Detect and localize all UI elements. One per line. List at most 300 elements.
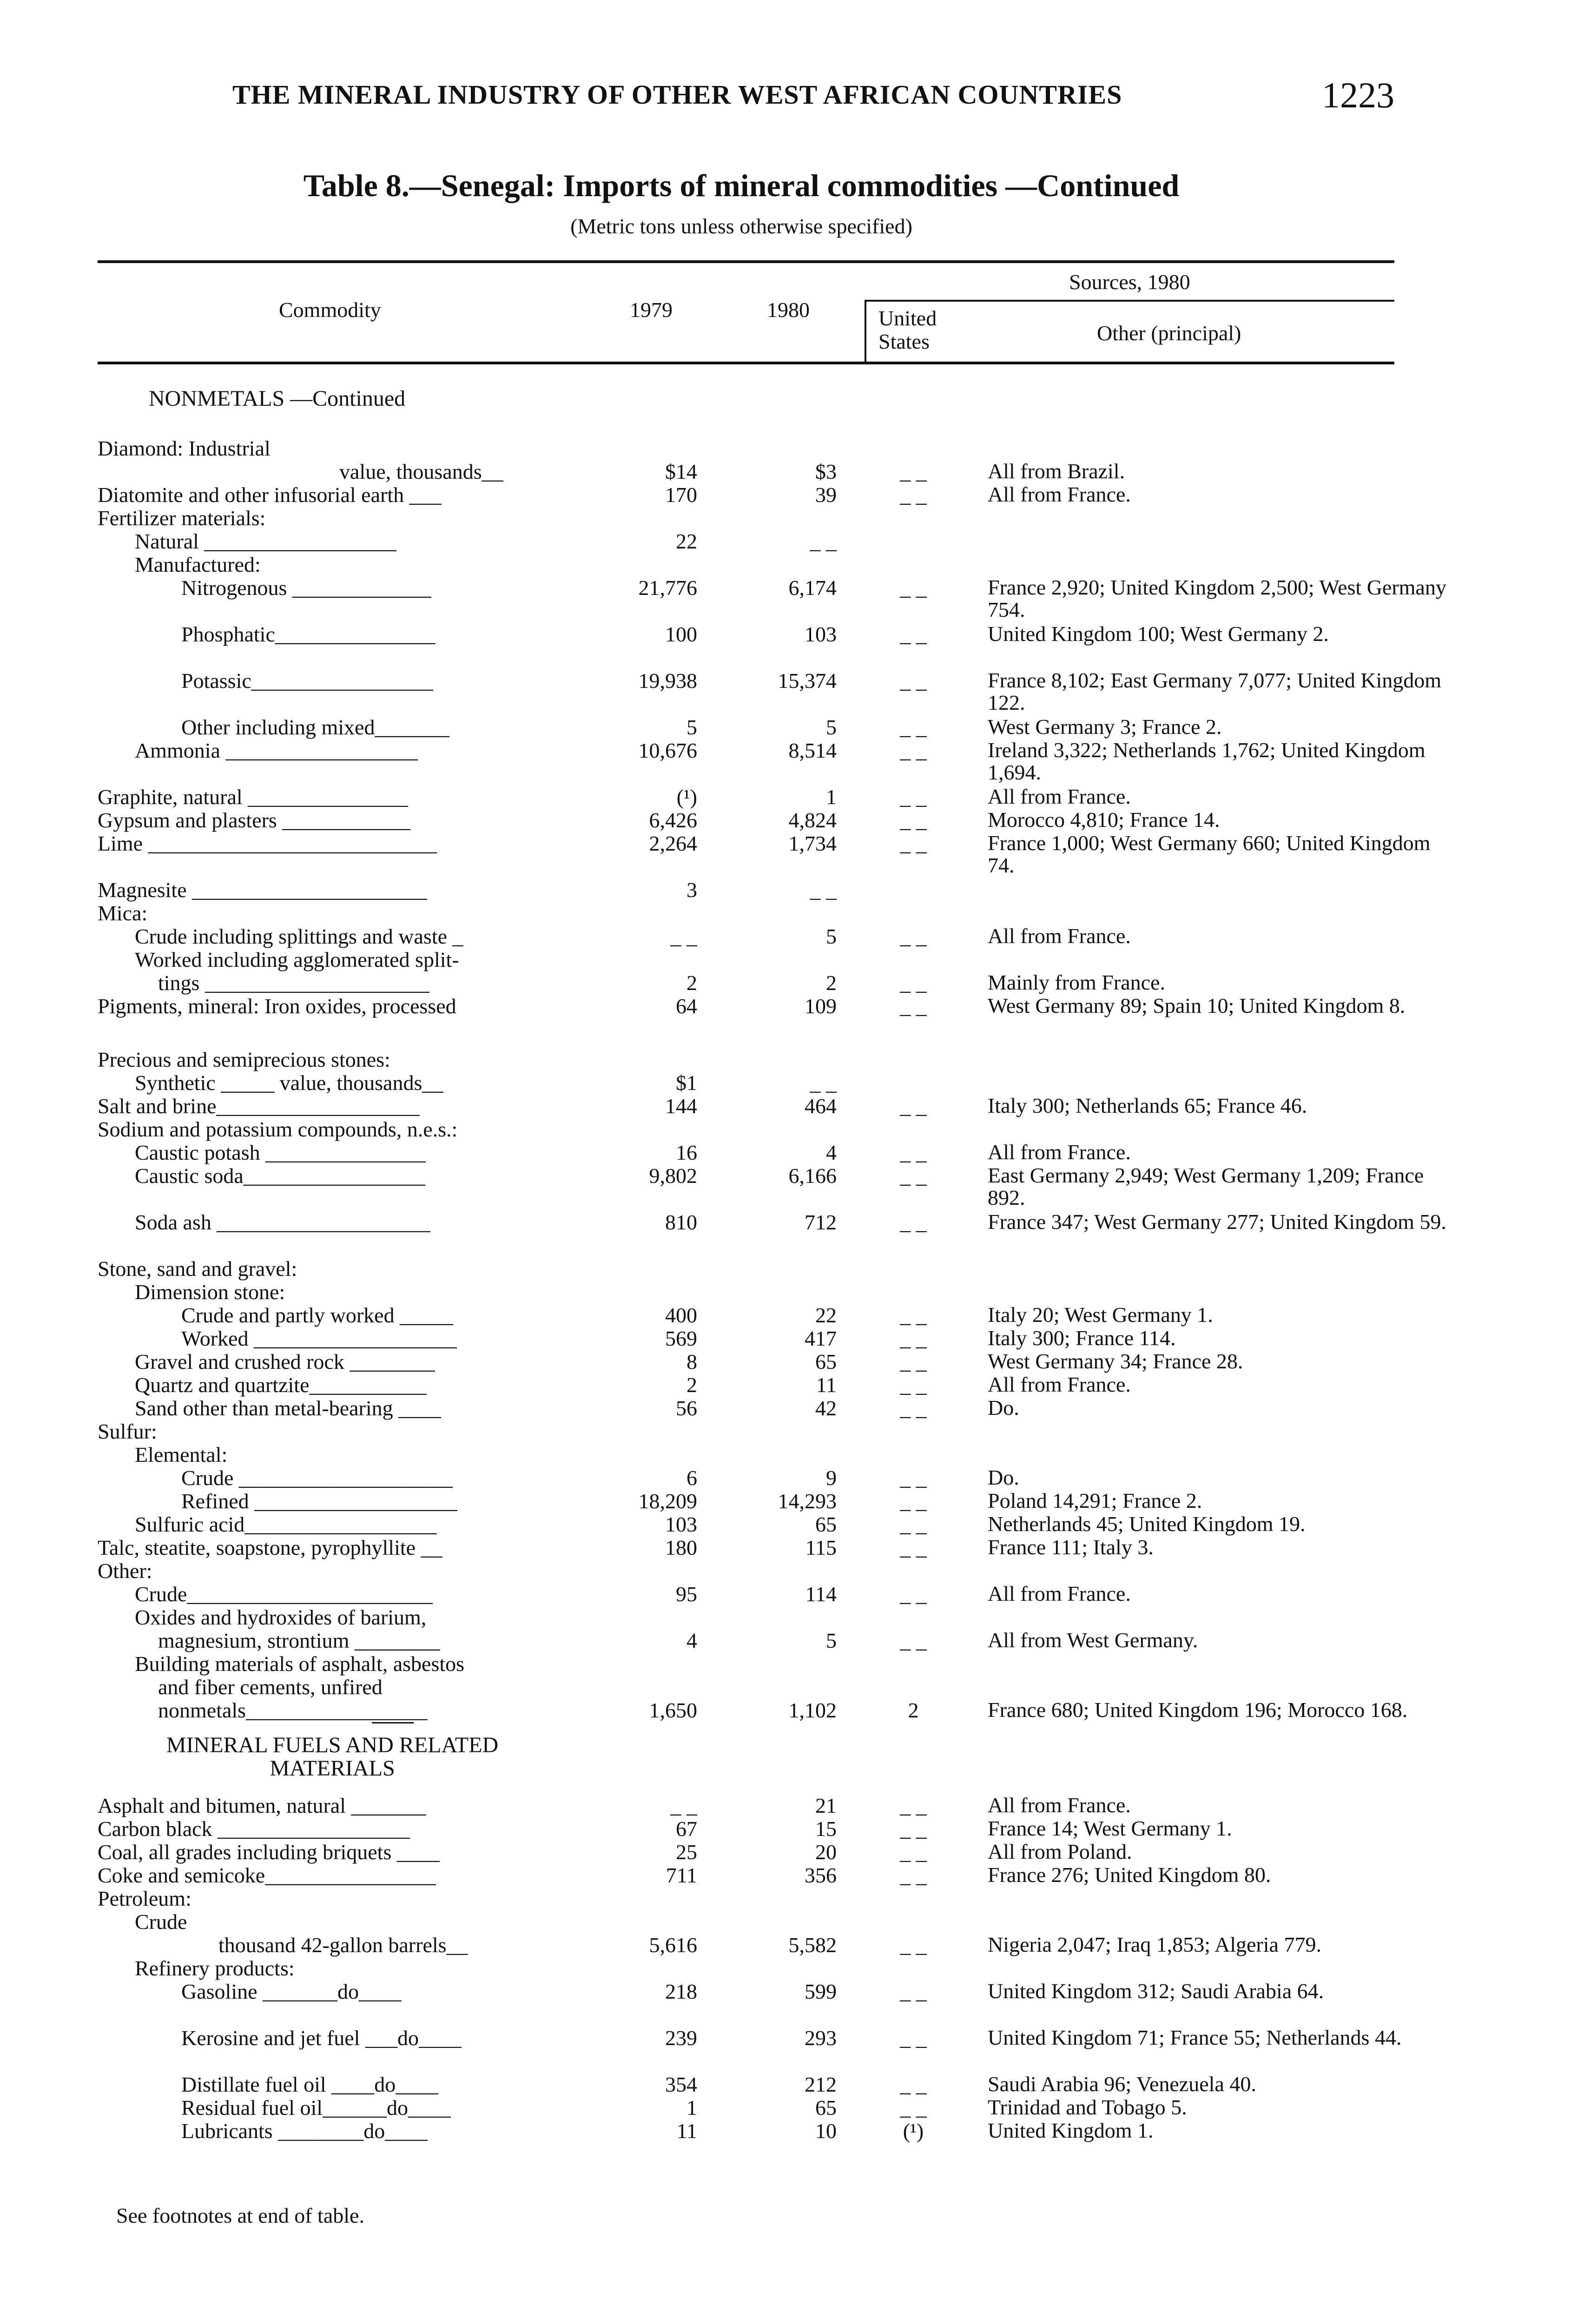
- value-1979: 100: [665, 622, 697, 646]
- section-nonmetals: NONMETALS —Continued: [149, 386, 406, 411]
- value-1979: 354: [665, 2073, 697, 2096]
- value-united-states: _ _: [900, 1980, 927, 2003]
- table-row: [0, 831, 1571, 877]
- commodity-label: Gasoline _______do____: [181, 1980, 402, 2003]
- table-row: [0, 1211, 1571, 1234]
- value-united-states: _ _: [900, 924, 927, 948]
- header-us: United States: [878, 306, 937, 353]
- sources-other: West Germany 3; France 2.: [988, 715, 1222, 739]
- value-united-states: _ _: [900, 715, 927, 739]
- commodity-label: Asphalt and bitumen, natural _______: [98, 1794, 426, 1817]
- sources-other: Ireland 3,322; Netherlands 1,762; United Kingdom 1,694.: [988, 738, 1426, 784]
- sources-other: West Germany 89; Spain 10; United Kingdom 8.: [988, 994, 1406, 1017]
- sources-other: France 2,920; United Kingdom 2,500; West Germany 754.: [988, 575, 1446, 621]
- table-row: [0, 1817, 1571, 1841]
- table-row: [0, 878, 1571, 902]
- table-row: [0, 2119, 1571, 2143]
- value-united-states: _ _: [900, 832, 927, 855]
- sources-other: United Kingdom 71; France 55; Netherlands 44.: [988, 2026, 1402, 2049]
- value-1979: 569: [665, 1327, 697, 1350]
- value-united-states: _ _: [900, 1629, 927, 1652]
- commodity-label: Potassic_________________: [181, 669, 433, 693]
- value-1980: 356: [805, 1863, 837, 1887]
- commodity-label: Distillate fuel oil ____do____: [181, 2073, 439, 2096]
- table-row: [0, 530, 1571, 553]
- value-1979: 711: [666, 1863, 697, 1887]
- value-united-states: _ _: [900, 460, 927, 483]
- header-1980: 1980: [767, 298, 810, 322]
- sources-other: Italy 20; West Germany 1.: [988, 1303, 1213, 1327]
- value-united-states: _ _: [900, 1512, 927, 1536]
- table-row: [0, 1629, 1571, 1652]
- value-1979: 4: [686, 1629, 697, 1652]
- table-row: [0, 1606, 1571, 1629]
- commodity-label: Petroleum:: [98, 1887, 191, 1910]
- table-row: [0, 1980, 1571, 2003]
- table-row: [0, 995, 1571, 1018]
- table-row: [0, 1652, 1571, 1676]
- value-1980: 15,374: [778, 669, 837, 693]
- sources-other: All from France.: [988, 924, 1131, 948]
- sources-other: Italy 300; Netherlands 65; France 46.: [988, 1094, 1307, 1117]
- value-1979: 3: [686, 878, 697, 902]
- value-1980: 4: [826, 1141, 837, 1164]
- commodity-label: thousand 42-gallon barrels__: [218, 1934, 468, 1957]
- table-row: [0, 437, 1571, 460]
- commodity-label: Soda ash ____________________: [135, 1211, 431, 1234]
- value-united-states: _ _: [900, 1582, 927, 1606]
- table-row: [0, 1466, 1571, 1490]
- sources-other: All from France.: [988, 482, 1131, 506]
- table-row: [0, 1934, 1571, 1957]
- value-united-states: _ _: [900, 1840, 927, 1864]
- table-row: [0, 1910, 1571, 1934]
- table-row: [0, 2027, 1571, 2050]
- commodity-label: Precious and semiprecious stones:: [98, 1048, 390, 1071]
- value-1979: 239: [665, 2026, 697, 2050]
- sources-other: All from Poland.: [988, 1840, 1132, 1863]
- section-fuels: MINERAL FUELS AND RELATED MATERIALS: [166, 1733, 499, 1781]
- value-1979: 16: [676, 1141, 697, 1164]
- table-row: [0, 716, 1571, 739]
- commodity-label: Pigments, mineral: Iron oxides, processed: [98, 995, 456, 1018]
- value-1980: 20: [815, 1840, 837, 1864]
- value-1979: 11: [676, 2119, 697, 2143]
- value-1979: 400: [665, 1303, 697, 1327]
- value-1980: 65: [815, 2096, 837, 2119]
- table-row: [0, 925, 1571, 948]
- commodity-label: Residual fuel oil______do____: [181, 2096, 451, 2119]
- value-1980: 5: [826, 715, 837, 739]
- commodity-label: Crude and partly worked _____: [181, 1304, 454, 1327]
- table-title: Table 8.—Senegal: Imports of mineral commodities —Continued: [303, 168, 1180, 203]
- sources-other: Mainly from France.: [988, 971, 1165, 994]
- footnote: See footnotes at end of table.: [116, 2204, 364, 2227]
- table-row: [0, 1420, 1571, 1443]
- table-row: [0, 623, 1571, 646]
- table-row: [0, 1095, 1571, 1118]
- value-united-states: _ _: [900, 2026, 927, 2050]
- commodity-label: Graphite, natural _______________: [98, 786, 409, 809]
- value-1980: 14,293: [778, 1489, 837, 1513]
- sources-other: All from France.: [988, 1140, 1131, 1164]
- value-united-states: _ _: [900, 622, 927, 646]
- commodity-label: nonmetals_________________: [158, 1699, 428, 1722]
- value-1979: 810: [665, 1210, 697, 1234]
- value-united-states: _ _: [900, 1141, 927, 1164]
- commodity-label: Fertilizer materials:: [98, 507, 266, 530]
- value-1979: 180: [665, 1536, 697, 1559]
- sources-other: United Kingdom 100; West Germany 2.: [988, 622, 1329, 646]
- value-united-states: _ _: [900, 1210, 927, 1234]
- table-row: [0, 1443, 1571, 1466]
- header-sources: Sources, 1980: [1069, 270, 1190, 294]
- sources-other: Trinidad and Tobago 5.: [988, 2095, 1187, 2119]
- table-row: [0, 902, 1571, 925]
- commodity-label: Kerosine and jet fuel ___do____: [181, 2027, 462, 2050]
- value-united-states: _ _: [900, 1327, 927, 1350]
- commodity-label: Refined ___________________: [181, 1490, 458, 1513]
- table-row: [0, 738, 1571, 784]
- commodity-label: tings _____________________: [158, 971, 429, 995]
- commodity-label: Salt and brine___________________: [98, 1095, 420, 1118]
- value-1980: 293: [805, 2026, 837, 2050]
- value-1980: 712: [805, 1210, 837, 1234]
- table-subtitle: (Metric tons unless otherwise specified): [570, 214, 912, 238]
- value-1979: $14: [665, 460, 697, 483]
- value-1980: 65: [815, 1350, 837, 1373]
- table-row: [0, 1957, 1571, 1980]
- commodity-label: Ammonia __________________: [135, 739, 418, 762]
- running-head: THE MINERAL INDUSTRY OF OTHER WEST AFRICAN COUNTRIES: [232, 79, 1122, 110]
- value-1980: 464: [805, 1094, 837, 1118]
- value-1979: (¹): [676, 785, 697, 809]
- table-row: [0, 948, 1571, 971]
- commodity-label: Diatomite and other infusorial earth ___: [98, 483, 442, 507]
- sources-other: All from France.: [988, 1373, 1131, 1396]
- sources-other: Saudi Arabia 96; Venezuela 40.: [988, 2072, 1256, 2096]
- value-1979: 2,264: [649, 832, 697, 855]
- value-united-states: _ _: [900, 669, 927, 693]
- commodity-label: Manufactured:: [135, 553, 261, 576]
- table-row: [0, 460, 1571, 483]
- header-bottom-rule: [98, 362, 1394, 364]
- commodity-label: Crude including splittings and waste _: [135, 925, 463, 948]
- value-1979: 67: [676, 1817, 697, 1841]
- table-row: [0, 1071, 1571, 1095]
- value-1979: 218: [665, 1980, 697, 2003]
- value-1980: 109: [805, 994, 837, 1018]
- value-united-states: _ _: [900, 576, 927, 600]
- commodity-label: Other including mixed_______: [181, 716, 450, 739]
- header-commodity: Commodity: [279, 298, 381, 322]
- sources-other: United Kingdom 312; Saudi Arabia 64.: [988, 1979, 1324, 2003]
- value-united-states: _ _: [900, 971, 927, 995]
- commodity-label: Mica:: [98, 902, 148, 925]
- sources-other: France 8,102; East Germany 7,077; United Kingdom 122.: [988, 668, 1442, 714]
- table-row: [0, 1141, 1571, 1164]
- sources-other: Italy 300; France 114.: [988, 1326, 1176, 1350]
- value-1980: _ _: [810, 1071, 837, 1095]
- value-1980: 599: [805, 1980, 837, 2003]
- commodity-label: Crude_______________________: [135, 1583, 433, 1606]
- value-1979: 2: [686, 971, 697, 995]
- value-1980: 21: [815, 1794, 837, 1817]
- sources-other: All from Brazil.: [988, 459, 1125, 483]
- sources-other: United Kingdom 1.: [988, 2119, 1154, 2142]
- sources-other: Do.: [988, 1466, 1019, 1489]
- table-row: [0, 1841, 1571, 1864]
- table-row: [0, 1864, 1571, 1887]
- table-row: [0, 1699, 1571, 1722]
- value-united-states: _ _: [900, 483, 927, 507]
- value-1979: 25: [676, 1840, 697, 1864]
- table-row: [0, 1350, 1571, 1373]
- sources-other: All from West Germany.: [988, 1628, 1198, 1652]
- table-row: [0, 1327, 1571, 1350]
- header-1979: 1979: [630, 298, 673, 322]
- commodity-label: Lime ___________________________: [98, 832, 437, 855]
- commodity-label: Worked ___________________: [181, 1327, 457, 1350]
- sources-other: France 14; West Germany 1.: [988, 1816, 1232, 1840]
- commodity-label: Dimension stone:: [135, 1281, 285, 1304]
- commodity-label: Other:: [98, 1559, 152, 1583]
- value-1980: 9: [826, 1466, 837, 1490]
- value-1979: 144: [665, 1094, 697, 1118]
- commodity-label: Carbon black __________________: [98, 1817, 410, 1841]
- commodity-label: Sulfur:: [98, 1420, 157, 1443]
- commodity-label: Refinery products:: [135, 1957, 295, 1980]
- commodity-label: value, thousands__: [339, 460, 503, 483]
- value-united-states: _ _: [900, 1489, 927, 1513]
- table-row: [0, 668, 1571, 714]
- commodity-label: Gypsum and plasters ____________: [98, 809, 411, 832]
- table-row: [0, 1676, 1571, 1699]
- commodity-label: Sand other than metal-bearing ____: [135, 1397, 442, 1420]
- table-row: [0, 1794, 1571, 1817]
- sources-other: West Germany 34; France 28.: [988, 1349, 1243, 1373]
- value-1980: 212: [805, 2073, 837, 2096]
- table-row: [0, 1583, 1571, 1606]
- value-united-states: _ _: [900, 1094, 927, 1118]
- header-top-rule: [98, 260, 1394, 263]
- sources-other: Poland 14,291; France 2.: [988, 1489, 1202, 1512]
- value-united-states: 2: [908, 1698, 919, 1722]
- value-united-states: _ _: [900, 1303, 927, 1327]
- table-row: [0, 2073, 1571, 2096]
- commodity-label: Nitrogenous _____________: [181, 576, 431, 600]
- value-united-states: _ _: [900, 1817, 927, 1841]
- value-1980: 22: [815, 1303, 837, 1327]
- value-1980: 8,514: [788, 739, 837, 762]
- value-1980: 5: [826, 924, 837, 948]
- commodity-label: Quartz and quartzite___________: [135, 1373, 427, 1397]
- value-united-states: _ _: [900, 1164, 927, 1188]
- value-1979: 19,938: [638, 669, 697, 693]
- table-row: [0, 1513, 1571, 1536]
- value-united-states: _ _: [900, 2096, 927, 2119]
- value-1980: _ _: [810, 529, 837, 553]
- page-number: 1223: [1322, 75, 1394, 115]
- table-row: [0, 575, 1571, 621]
- commodity-label: Caustic potash _______________: [135, 1141, 426, 1164]
- table-row: [0, 553, 1571, 576]
- value-1980: 11: [816, 1373, 837, 1397]
- table-row: [0, 2096, 1571, 2119]
- value-1979: 18,209: [638, 1489, 697, 1513]
- sources-other: East Germany 2,949; West Germany 1,209; France 892.: [988, 1163, 1424, 1209]
- value-united-states: _ _: [900, 2073, 927, 2096]
- commodity-label: Oxides and hydroxides of barium,: [135, 1606, 427, 1629]
- value-1980: $3: [815, 460, 837, 483]
- sources-other: France 276; United Kingdom 80.: [988, 1863, 1271, 1887]
- table-row: [0, 507, 1571, 530]
- value-united-states: _ _: [900, 785, 927, 809]
- table-row: [0, 971, 1571, 995]
- value-1980: 1,734: [788, 832, 837, 855]
- sources-other: France 1,000; West Germany 660; United Kingdom 74.: [988, 831, 1431, 877]
- commodity-label: Caustic soda_________________: [135, 1164, 425, 1188]
- section-divider: [372, 1722, 414, 1723]
- table-row: [0, 1373, 1571, 1397]
- commodity-label: Magnesite ______________________: [98, 878, 428, 902]
- value-1979: 22: [676, 529, 697, 553]
- table-row: [0, 483, 1571, 507]
- value-united-states: _ _: [900, 994, 927, 1018]
- value-1980: 1: [826, 785, 837, 809]
- commodity-label: Phosphatic_______________: [181, 623, 436, 646]
- us-column-divider: [865, 300, 866, 362]
- commodity-label: Synthetic _____ value, thousands__: [135, 1071, 444, 1095]
- sources-other: Nigeria 2,047; Iraq 1,853; Algeria 779.: [988, 1933, 1321, 1956]
- value-united-states: _ _: [900, 808, 927, 832]
- value-1979: 95: [676, 1582, 697, 1606]
- commodity-label: Lubricants ________do____: [181, 2119, 428, 2143]
- commodity-label: Elemental:: [135, 1443, 228, 1466]
- value-1980: 6,174: [788, 576, 837, 600]
- value-united-states: _ _: [900, 1536, 927, 1559]
- value-1980: 5: [826, 1629, 837, 1652]
- value-1980: 6,166: [788, 1164, 837, 1188]
- table-row: [0, 1163, 1571, 1209]
- sources-other: Netherlands 45; United Kingdom 19.: [988, 1512, 1306, 1536]
- value-united-states: _ _: [900, 1396, 927, 1420]
- table-row: [0, 1397, 1571, 1420]
- value-1980: 417: [805, 1327, 837, 1350]
- commodity-label: Worked including agglomerated split-: [135, 948, 459, 971]
- table-row: [0, 1281, 1571, 1304]
- commodity-label: Coke and semicoke________________: [98, 1864, 436, 1887]
- commodity-label: Building materials of asphalt, asbestos: [135, 1652, 465, 1676]
- commodity-label: Crude ____________________: [181, 1466, 453, 1490]
- sources-other: Morocco 4,810; France 14.: [988, 808, 1220, 832]
- table-row: [0, 786, 1571, 809]
- commodity-label: Natural __________________: [135, 530, 397, 553]
- value-1980: 103: [805, 622, 837, 646]
- sources-other: France 347; West Germany 277; United Kingdom 59.: [988, 1210, 1446, 1234]
- commodity-label: and fiber cements, unfired: [158, 1676, 383, 1699]
- value-1979: 1,650: [649, 1698, 697, 1722]
- table-row: [0, 1048, 1571, 1071]
- value-1979: 170: [665, 483, 697, 507]
- value-1980: 114: [805, 1582, 837, 1606]
- value-united-states: _ _: [900, 1373, 927, 1397]
- value-united-states: _ _: [900, 1863, 927, 1887]
- value-united-states: (¹): [903, 2119, 924, 2143]
- value-united-states: _ _: [900, 739, 927, 762]
- value-1980: 42: [815, 1396, 837, 1420]
- value-1979: 6,426: [649, 808, 697, 832]
- value-1980: 15: [815, 1817, 837, 1841]
- value-1980: 1,102: [788, 1698, 837, 1722]
- value-united-states: _ _: [900, 1933, 927, 1957]
- commodity-label: Talc, steatite, soapstone, pyrophyllite __: [98, 1536, 442, 1559]
- value-united-states: _ _: [900, 1466, 927, 1490]
- table-row: [0, 1257, 1571, 1281]
- commodity-label: Crude: [135, 1910, 187, 1934]
- value-1979: 5: [686, 715, 697, 739]
- value-1980: 115: [805, 1536, 837, 1559]
- value-united-states: _ _: [900, 1350, 927, 1373]
- sources-other: France 680; United Kingdom 196; Morocco 168.: [988, 1698, 1408, 1722]
- value-1979: _ _: [670, 924, 697, 948]
- value-1980: 2: [826, 971, 837, 995]
- table-row: [0, 1887, 1571, 1910]
- value-1980: _ _: [810, 878, 837, 902]
- table-row: [0, 1536, 1571, 1559]
- value-1979: 5,616: [649, 1933, 697, 1957]
- value-1979: 103: [665, 1512, 697, 1536]
- value-1979: 64: [676, 994, 697, 1018]
- value-1979: 21,776: [638, 576, 697, 600]
- sources-other: All from France.: [988, 785, 1131, 808]
- value-1979: 10,676: [638, 739, 697, 762]
- value-1979: 1: [686, 2096, 697, 2119]
- value-1980: 4,824: [788, 808, 837, 832]
- sources-other: All from France.: [988, 1582, 1131, 1605]
- value-1979: _ _: [670, 1794, 697, 1817]
- value-1980: 39: [815, 483, 837, 507]
- value-1980: 65: [815, 1512, 837, 1536]
- commodity-label: Gravel and crushed rock ________: [135, 1350, 436, 1373]
- sources-other: France 111; Italy 3.: [988, 1535, 1154, 1559]
- commodity-label: Sodium and potassium compounds, n.e.s.:: [98, 1118, 458, 1141]
- value-1980: 5,582: [788, 1933, 837, 1957]
- table-row: [0, 1118, 1571, 1141]
- table-row: [0, 1559, 1571, 1583]
- commodity-label: Sulfuric acid__________________: [135, 1513, 437, 1536]
- table-row: [0, 1304, 1571, 1327]
- table-row: [0, 809, 1571, 832]
- value-1979: 2: [686, 1373, 697, 1397]
- value-1979: 56: [676, 1396, 697, 1420]
- value-1980: 10: [815, 2119, 837, 2143]
- value-1979: 9,802: [649, 1164, 697, 1188]
- value-1979: $1: [676, 1071, 697, 1095]
- commodity-label: Stone, sand and gravel:: [98, 1257, 297, 1281]
- sources-rule: [865, 300, 1394, 302]
- commodity-label: Diamond: Industrial: [98, 437, 271, 460]
- value-1979: 8: [686, 1350, 697, 1373]
- sources-other: Do.: [988, 1396, 1019, 1419]
- value-1979: 6: [686, 1466, 697, 1490]
- header-other: Other (principal): [1097, 321, 1241, 345]
- value-united-states: _ _: [900, 1794, 927, 1817]
- table-row: [0, 1490, 1571, 1513]
- sources-other: All from France.: [988, 1793, 1131, 1817]
- commodity-label: Coal, all grades including briquets ____: [98, 1841, 440, 1864]
- commodity-label: magnesium, strontium ________: [158, 1629, 440, 1652]
